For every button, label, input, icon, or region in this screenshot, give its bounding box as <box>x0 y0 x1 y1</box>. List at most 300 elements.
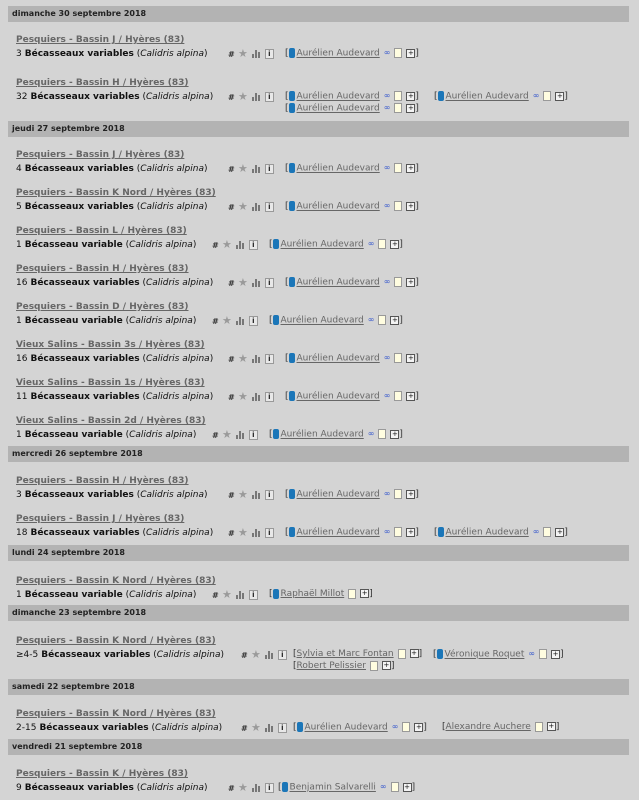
link-icon[interactable]: ∞ <box>528 649 536 658</box>
paren-open: ( <box>139 354 146 364</box>
hash-icon[interactable]: # <box>228 164 235 174</box>
scientific-name: Calidris alpina <box>140 164 204 174</box>
note-icon[interactable] <box>378 239 386 249</box>
expand-plus-icon[interactable]: + <box>407 48 414 57</box>
observer-name-link[interactable]: Aurélien Audevard <box>304 722 388 733</box>
info-icon[interactable]: i <box>265 354 274 364</box>
star-icon[interactable]: ★ <box>238 276 248 289</box>
location-link[interactable]: Pesquiers - Bassin K Nord / Hyères (83) <box>16 709 216 719</box>
chart-icon[interactable] <box>252 529 261 537</box>
star-icon[interactable]: ★ <box>238 526 248 539</box>
common-name: Bécasseau variable <box>24 240 123 250</box>
location-link[interactable]: Pesquiers - Bassin L / Hyères (83) <box>16 226 187 236</box>
species-row <box>16 428 616 442</box>
hash-icon[interactable]: # <box>212 316 219 326</box>
chart-icon[interactable] <box>252 50 261 58</box>
expand-plus-icon[interactable]: + <box>391 315 398 324</box>
star-icon[interactable]: ★ <box>238 162 248 175</box>
hash-icon[interactable]: # <box>212 240 219 250</box>
note-icon[interactable] <box>394 163 402 173</box>
observer-name-link[interactable]: Aurélien Audevard <box>280 429 364 440</box>
bracket-close: ] <box>415 277 419 288</box>
star-icon[interactable]: ★ <box>238 47 248 60</box>
observation-entry <box>16 475 616 502</box>
note-icon[interactable] <box>394 391 402 401</box>
link-icon[interactable]: ∞ <box>367 315 375 324</box>
star-icon[interactable]: ★ <box>238 390 248 403</box>
expand-plus-icon[interactable]: + <box>407 103 414 112</box>
date-header: mercredi 26 septembre 2018 <box>8 446 629 462</box>
expand-plus-icon[interactable]: + <box>552 649 559 658</box>
bracket-close: ] <box>564 527 568 538</box>
common-name: Bécasseaux variables <box>24 490 134 500</box>
bracket-close: ] <box>415 103 419 114</box>
species-row <box>16 47 616 61</box>
observer-name-link[interactable]: Aurélien Audevard <box>280 239 364 250</box>
chart-icon[interactable] <box>252 355 261 363</box>
hash-icon[interactable]: # <box>228 49 235 59</box>
scientific-name: Calidris alpina <box>145 392 210 402</box>
bracket-close: ] <box>564 91 568 102</box>
chart-icon[interactable] <box>265 651 274 659</box>
chart-icon[interactable] <box>252 165 261 173</box>
location-link[interactable]: Pesquiers - Bassin J / Hyères (83) <box>16 514 185 524</box>
expand-plus-icon[interactable]: + <box>407 277 414 286</box>
hash-icon[interactable]: # <box>212 590 219 600</box>
count: 2-15 <box>16 723 37 733</box>
location-link[interactable]: Pesquiers - Bassin K / Hyères (83) <box>16 769 188 779</box>
location-link[interactable]: Pesquiers - Bassin K Nord / Hyères (83) <box>16 576 216 586</box>
action-icons <box>212 590 262 601</box>
expand-plus-icon[interactable]: + <box>361 589 368 597</box>
scientific-name: Calidris alpina <box>145 354 210 364</box>
bracket-close: ] <box>415 48 419 59</box>
link-icon[interactable]: ∞ <box>383 91 391 100</box>
paren-open: ( <box>150 650 157 660</box>
bracket-close: ] <box>415 353 419 364</box>
species-row <box>16 526 616 540</box>
species-row <box>16 488 616 502</box>
bracket-open: [ <box>285 103 289 114</box>
hash-icon[interactable]: # <box>228 354 235 364</box>
info-icon[interactable]: i <box>249 590 258 600</box>
user-icon <box>289 489 295 499</box>
observer <box>285 200 419 212</box>
species-label <box>16 47 207 61</box>
info-icon[interactable]: i <box>265 49 274 59</box>
species-row <box>16 276 616 290</box>
bracket-open: [ <box>285 353 289 364</box>
hash-icon[interactable]: # <box>228 278 235 288</box>
observer-name-link[interactable]: Aurélien Audevard <box>296 489 380 500</box>
expand-plus-icon[interactable]: + <box>391 239 398 248</box>
observer <box>269 428 403 440</box>
species-row <box>16 90 616 114</box>
location-link[interactable]: Pesquiers - Bassin D / Hyères (83) <box>16 302 189 312</box>
expand-plus-icon[interactable]: + <box>404 782 410 791</box>
bracket-close: ] <box>415 391 419 402</box>
note-icon[interactable] <box>394 201 402 211</box>
expand-plus-icon[interactable]: + <box>548 722 555 730</box>
bracket-open: [ <box>434 91 438 102</box>
observer-name-link[interactable]: Raphaël Millot <box>280 589 345 599</box>
observation-entry <box>16 377 616 404</box>
bracket-close: ] <box>399 315 403 326</box>
hash-icon[interactable]: # <box>228 783 235 793</box>
link-icon[interactable]: ∞ <box>383 527 391 536</box>
expand-plus-icon[interactable]: + <box>407 201 414 210</box>
count: 32 <box>16 92 28 102</box>
observation-entry <box>16 263 616 290</box>
expand-plus-icon[interactable]: + <box>415 722 422 731</box>
expand-plus-icon[interactable]: + <box>407 91 414 100</box>
link-icon[interactable]: ∞ <box>383 163 391 172</box>
star-icon[interactable]: ★ <box>238 488 248 501</box>
expand-plus-icon[interactable]: + <box>391 429 398 438</box>
star-icon[interactable]: ★ <box>238 90 248 103</box>
star-icon[interactable]: ★ <box>238 200 248 213</box>
link-icon[interactable]: ∞ <box>383 103 391 112</box>
scientific-name: Calidris alpina <box>140 202 204 212</box>
chart-icon[interactable] <box>265 724 274 732</box>
observer-name-link[interactable]: Aurélien Audevard <box>280 315 364 326</box>
link-icon[interactable]: ∞ <box>383 391 391 400</box>
observer-name-link[interactable]: Alexandre Auchere <box>445 722 531 732</box>
paren-close: ) <box>203 783 208 793</box>
expand-plus-icon[interactable]: + <box>556 91 563 100</box>
note-icon[interactable] <box>394 489 402 499</box>
chart-icon[interactable] <box>252 491 261 499</box>
star-icon[interactable]: ★ <box>238 781 248 794</box>
note-icon[interactable] <box>398 649 406 659</box>
scientific-name: Calidris alpina <box>145 92 210 102</box>
species-label <box>16 428 196 442</box>
scientific-name: Calidris alpina <box>129 590 193 600</box>
note-icon[interactable] <box>394 353 402 363</box>
note-icon[interactable] <box>539 649 547 659</box>
bracket-open: [ <box>285 201 289 212</box>
chart-icon[interactable] <box>252 203 261 211</box>
expand-plus-icon[interactable]: + <box>407 527 414 536</box>
expand-plus-icon[interactable]: + <box>556 527 563 536</box>
link-icon[interactable]: ∞ <box>383 201 391 210</box>
user-icon <box>289 277 295 287</box>
bracket-open: [ <box>269 429 273 440</box>
species-row <box>16 238 616 252</box>
bracket-open: [ <box>442 722 446 732</box>
action-icons <box>228 278 278 289</box>
observer-name-link[interactable]: Aurélien Audevard <box>296 391 380 402</box>
chart-icon[interactable] <box>252 279 261 287</box>
observer-name-link[interactable]: Aurélien Audevard <box>296 201 380 212</box>
observer-name-link[interactable]: Véronique Roquet <box>444 649 525 660</box>
location-link[interactable]: Pesquiers - Bassin H / Hyères (83) <box>16 476 189 486</box>
info-icon[interactable]: i <box>249 430 258 440</box>
info-icon[interactable]: i <box>249 240 258 250</box>
observer <box>269 314 403 326</box>
bracket-close: ] <box>415 163 419 174</box>
count: 1 <box>16 590 22 600</box>
bracket-close: ] <box>390 661 395 671</box>
action-icons <box>228 392 278 403</box>
info-icon[interactable]: i <box>265 278 274 288</box>
bracket-open: [ <box>285 527 289 538</box>
hash-icon[interactable]: # <box>228 490 235 500</box>
paren-open: ( <box>139 92 146 102</box>
common-name: Bécasseaux variables <box>24 164 134 174</box>
observer <box>293 721 427 733</box>
user-icon <box>289 103 295 113</box>
paren-open: ( <box>122 240 130 250</box>
observer-name-link[interactable]: Aurélien Audevard <box>296 163 380 174</box>
observer-name-link[interactable]: Aurélien Audevard <box>296 527 380 538</box>
common-name: Bécasseaux variables <box>30 354 140 364</box>
action-icons <box>228 92 278 103</box>
species-label <box>16 588 196 602</box>
species-label <box>16 90 213 104</box>
species-label <box>16 648 224 662</box>
expand-plus-icon[interactable]: + <box>411 649 418 657</box>
info-icon[interactable]: i <box>278 723 287 733</box>
bracket-open: [ <box>278 782 282 793</box>
info-icon[interactable]: i <box>265 202 274 212</box>
chart-icon[interactable] <box>236 241 245 249</box>
common-name: Bécasseau variable <box>24 590 123 600</box>
location-link[interactable]: Pesquiers - Bassin K Nord / Hyères (83) <box>16 188 216 198</box>
bracket-open: [ <box>285 163 289 174</box>
observation-entry <box>16 513 616 540</box>
species-row <box>16 721 616 735</box>
scientific-name: Calidris alpina <box>129 316 193 326</box>
date-header: samedi 22 septembre 2018 <box>8 679 629 695</box>
expand-plus-icon[interactable]: + <box>407 391 414 400</box>
chart-icon[interactable] <box>236 591 245 599</box>
chart-icon[interactable] <box>252 93 261 101</box>
note-icon[interactable] <box>535 722 543 732</box>
observer <box>269 588 373 600</box>
observer-name-link[interactable]: Aurélien Audevard <box>445 527 529 538</box>
note-icon[interactable] <box>543 527 551 537</box>
observer <box>285 526 419 538</box>
species-label <box>16 162 207 176</box>
action-icons <box>212 316 262 327</box>
observer-name-link[interactable]: Robert Pelissier <box>296 661 366 671</box>
user-icon <box>438 527 444 537</box>
note-icon[interactable] <box>394 277 402 287</box>
count: 9 <box>16 783 22 793</box>
count: 1 <box>16 430 22 440</box>
link-icon[interactable]: ∞ <box>367 239 375 248</box>
paren-close: ) <box>192 316 197 326</box>
star-icon[interactable]: ★ <box>238 352 248 365</box>
action-icons <box>212 430 262 441</box>
info-icon[interactable]: i <box>265 528 274 538</box>
user-icon <box>273 315 279 325</box>
species-label <box>16 238 196 252</box>
species-label <box>16 781 207 795</box>
observation-entry <box>16 768 616 795</box>
info-icon[interactable]: i <box>265 92 274 102</box>
location-link[interactable]: Pesquiers - Bassin J / Hyères (83) <box>16 35 185 45</box>
star-icon[interactable]: ★ <box>222 428 232 441</box>
location-link[interactable]: Pesquiers - Bassin H / Hyères (83) <box>16 78 189 88</box>
chart-icon[interactable] <box>252 393 261 401</box>
star-icon[interactable]: ★ <box>251 648 261 661</box>
observer <box>285 488 419 500</box>
scientific-name: Calidris alpina <box>129 240 193 250</box>
action-icons <box>228 783 278 794</box>
observer-name-link[interactable]: Aurélien Audevard <box>296 48 380 59</box>
link-icon[interactable]: ∞ <box>383 48 391 57</box>
observer-name-link[interactable]: Aurélien Audevard <box>296 353 380 364</box>
note-icon[interactable] <box>394 103 402 113</box>
hash-icon[interactable]: # <box>228 92 235 102</box>
common-name: Bécasseaux variables <box>24 202 134 212</box>
action-icons <box>228 202 278 213</box>
link-icon[interactable]: ∞ <box>383 353 391 362</box>
star-icon[interactable]: ★ <box>222 314 232 327</box>
observer-name-link[interactable]: Aurélien Audevard <box>296 277 380 288</box>
observer <box>269 238 403 250</box>
bracket-open: [ <box>285 277 289 288</box>
species-row <box>16 588 616 602</box>
species-label <box>16 526 213 540</box>
location-link[interactable]: Vieux Salins - Bassin 1s / Hyères (83) <box>16 378 205 388</box>
link-icon[interactable]: ∞ <box>383 277 391 286</box>
hash-icon[interactable]: # <box>228 392 235 402</box>
bracket-open: [ <box>293 661 297 671</box>
count: 18 <box>16 528 28 538</box>
star-icon[interactable]: ★ <box>222 588 232 601</box>
expand-plus-icon[interactable]: + <box>407 163 414 172</box>
note-icon[interactable] <box>391 782 399 792</box>
common-name: Bécasseaux variables <box>30 528 140 538</box>
note-icon[interactable] <box>402 722 410 732</box>
info-icon[interactable]: i <box>249 316 258 326</box>
link-icon[interactable]: ∞ <box>383 489 391 498</box>
hash-icon[interactable]: # <box>212 430 219 440</box>
paren-open: ( <box>139 528 146 538</box>
observer <box>433 648 564 660</box>
scientific-name: Calidris alpina <box>145 528 210 538</box>
star-icon[interactable]: ★ <box>251 721 261 734</box>
action-icons <box>228 164 278 175</box>
paren-open: ( <box>148 723 155 733</box>
observer <box>285 276 419 288</box>
expand-plus-icon[interactable]: + <box>407 489 414 498</box>
expand-plus-icon[interactable]: + <box>407 353 414 362</box>
scientific-name: Calidris alpina <box>129 430 193 440</box>
note-icon[interactable] <box>378 429 386 439</box>
location-link[interactable]: Vieux Salins - Bassin 2d / Hyères (83) <box>16 416 206 426</box>
common-name: Bécasseaux variables <box>41 650 151 660</box>
note-icon[interactable] <box>543 91 551 101</box>
location-link[interactable]: Pesquiers - Bassin K Nord / Hyères (83) <box>16 636 216 646</box>
hash-icon[interactable]: # <box>228 528 235 538</box>
link-icon[interactable]: ∞ <box>367 429 375 438</box>
link-icon[interactable]: ∞ <box>532 91 540 100</box>
info-icon[interactable]: i <box>265 490 274 500</box>
star-icon[interactable]: ★ <box>222 238 232 251</box>
paren-close: ) <box>209 528 214 538</box>
observer-name-link[interactable]: Aurélien Audevard <box>296 91 380 102</box>
paren-open: ( <box>133 164 141 174</box>
bracket-open: [ <box>269 239 273 250</box>
bracket-close: ] <box>415 527 419 538</box>
scientific-name: Calidris alpina <box>154 723 219 733</box>
count: 16 <box>16 278 28 288</box>
date-header: vendredi 21 septembre 2018 <box>8 739 629 755</box>
expand-plus-icon[interactable]: + <box>383 661 390 669</box>
paren-open: ( <box>133 783 141 793</box>
species-label <box>16 276 213 290</box>
location-link[interactable]: Vieux Salins - Bassin 3s / Hyères (83) <box>16 340 205 350</box>
observation-entry <box>16 635 616 671</box>
note-icon[interactable] <box>370 661 378 671</box>
count: 3 <box>16 49 22 59</box>
note-icon[interactable] <box>378 315 386 325</box>
observer-name-link[interactable]: Aurélien Audevard <box>296 103 380 114</box>
scientific-name: Calidris alpina <box>140 49 204 59</box>
observer-name-link[interactable]: Sylvia et Marc Fontan <box>296 649 394 659</box>
count: 3 <box>16 490 22 500</box>
note-icon[interactable] <box>394 527 402 537</box>
user-icon <box>289 353 295 363</box>
info-icon[interactable]: i <box>265 164 274 174</box>
location-link[interactable]: Pesquiers - Bassin J / Hyères (83) <box>16 150 185 160</box>
chart-icon[interactable] <box>236 317 245 325</box>
action-icons <box>241 723 291 734</box>
info-icon[interactable]: i <box>265 392 274 402</box>
hash-icon[interactable]: # <box>241 723 248 733</box>
note-icon[interactable] <box>394 91 402 101</box>
link-icon[interactable]: ∞ <box>532 527 540 536</box>
location-link[interactable]: Pesquiers - Bassin H / Hyères (83) <box>16 264 189 274</box>
note-icon[interactable] <box>348 589 356 599</box>
chart-icon[interactable] <box>252 784 261 792</box>
info-icon[interactable]: i <box>278 650 287 660</box>
bracket-close: ] <box>399 239 403 250</box>
observation-entry <box>16 415 616 442</box>
bracket-close: ] <box>555 722 560 732</box>
info-icon[interactable]: i <box>265 783 274 793</box>
observer <box>434 90 568 102</box>
observer <box>285 390 419 402</box>
hash-icon[interactable]: # <box>228 202 235 212</box>
scientific-name: Calidris alpina <box>156 650 221 660</box>
observer-name-link[interactable]: Aurélien Audevard <box>445 91 529 102</box>
link-icon[interactable]: ∞ <box>379 782 387 791</box>
common-name: Bécasseaux variables <box>39 723 149 733</box>
paren-close: ) <box>220 650 224 660</box>
species-row <box>16 648 616 671</box>
action-icons <box>228 49 278 60</box>
bracket-close: ] <box>415 201 419 212</box>
count: 4 <box>16 164 22 174</box>
species-label <box>16 314 196 328</box>
count: ≥4-5 <box>16 650 39 660</box>
paren-close: ) <box>209 278 214 288</box>
observer <box>285 162 419 174</box>
observer-name-link[interactable]: Benjamin Salvarelli <box>289 782 376 793</box>
bracket-open: [ <box>433 649 437 660</box>
paren-close: ) <box>209 92 214 102</box>
chart-icon[interactable] <box>236 431 245 439</box>
note-icon[interactable] <box>394 48 402 58</box>
hash-icon[interactable]: # <box>241 650 248 660</box>
observer <box>285 102 419 114</box>
link-icon[interactable]: ∞ <box>391 722 399 731</box>
